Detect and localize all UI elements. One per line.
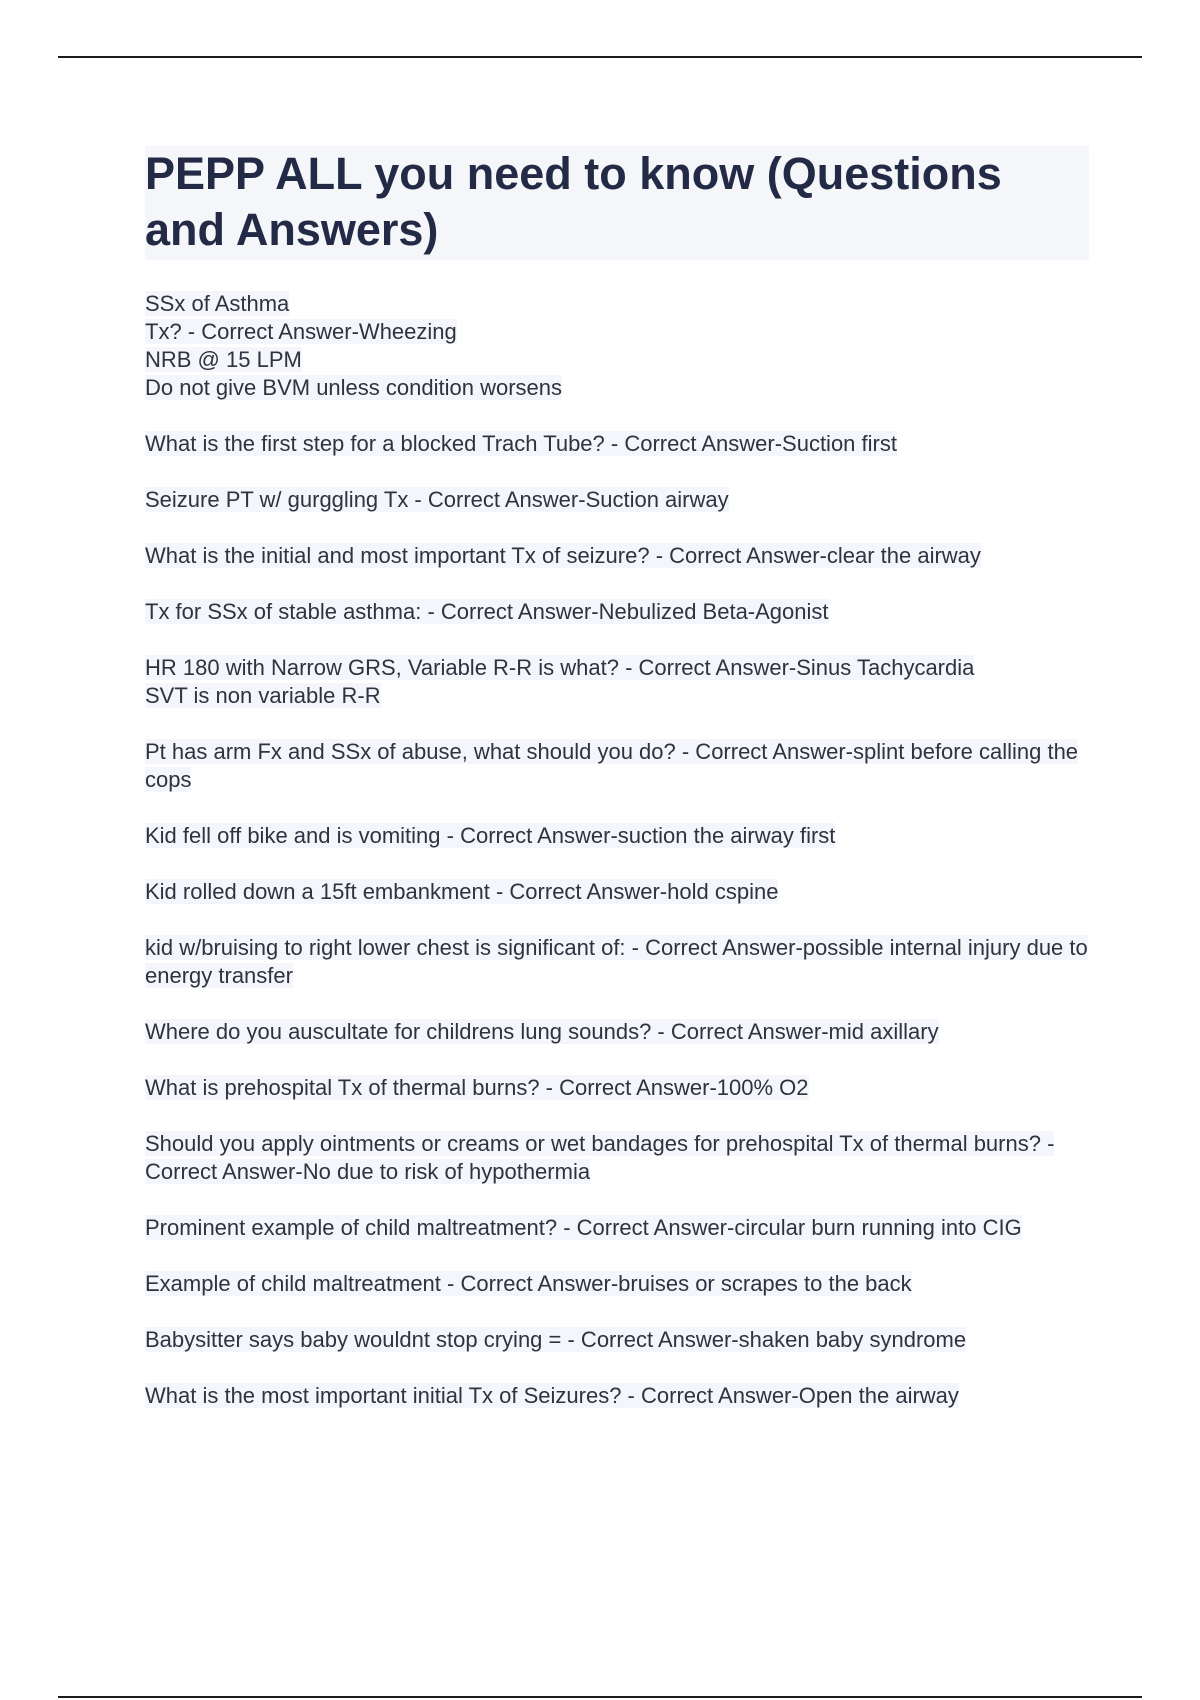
- qa-item-seizure-gurgling: Seizure PT w/ gurggling Tx - Correct Answer-Suction airway: [145, 487, 729, 512]
- qa-item-trach-tube: What is the first step for a blocked Trach Tube? - Correct Answer-Suction first: [145, 431, 897, 456]
- document-body: [145, 146, 1089, 1438]
- qa-item-sinus-tachycardia: HR 180 with Narrow GRS, Variable R-R is what? - Correct Answer-Sinus Tachycardia SVT is non variable R-R: [145, 655, 975, 708]
- qa-item-lung-sounds: Where do you auscultate for childrens lung sounds? - Correct Answer-mid axillary: [145, 1019, 939, 1044]
- qa-list: [145, 290, 1089, 1410]
- qa-item-seizures-initial: What is the most important initial Tx of Seizures? - Correct Answer-Open the airway: [145, 1383, 959, 1408]
- qa-item-bike-vomiting: Kid fell off bike and is vomiting - Correct Answer-suction the airway first: [145, 823, 836, 848]
- qa-item-burn-ointments: Should you apply ointments or creams or wet bandages for prehospital Tx of thermal burns? - Correct Answer-No due to risk of hypothermia: [145, 1131, 1055, 1184]
- qa-item-shaken-baby: Babysitter says baby wouldnt stop crying = - Correct Answer-shaken baby syndrome: [145, 1327, 967, 1352]
- qa-item-stable-asthma: Tx for SSx of stable asthma: - Correct Answer-Nebulized Beta-Agonist: [145, 599, 829, 624]
- qa-item-maltreatment-example: Example of child maltreatment - Correct Answer-bruises or scrapes to the back: [145, 1271, 912, 1296]
- bottom-rule: [58, 1696, 1142, 1698]
- qa-item-arm-fx-abuse: Pt has arm Fx and SSx of abuse, what should you do? - Correct Answer-splint before calling the cops: [145, 739, 1079, 792]
- top-rule: [58, 56, 1142, 58]
- qa-item-embankment: Kid rolled down a 15ft embankment - Correct Answer-hold cspine: [145, 879, 779, 904]
- document-title: PEPP ALL you need to know (Questions and Answers): [145, 146, 1089, 260]
- qa-item-chest-bruising: kid w/bruising to right lower chest is significant of: - Correct Answer-possible internal injury due to energy transfer: [145, 935, 1088, 988]
- qa-item-thermal-burns-tx: What is prehospital Tx of thermal burns? - Correct Answer-100% O2: [145, 1075, 809, 1100]
- qa-item-asthma-ssx: SSx of Asthma Tx? - Correct Answer-Wheezing NRB @ 15 LPM Do not give BVM unless condition worsens: [145, 291, 562, 400]
- qa-item-seizure-initial-tx: What is the initial and most important Tx of seizure? - Correct Answer-clear the airway: [145, 543, 981, 568]
- qa-item-maltreatment-prominent: Prominent example of child maltreatment? - Correct Answer-circular burn running into CIG: [145, 1215, 1022, 1240]
